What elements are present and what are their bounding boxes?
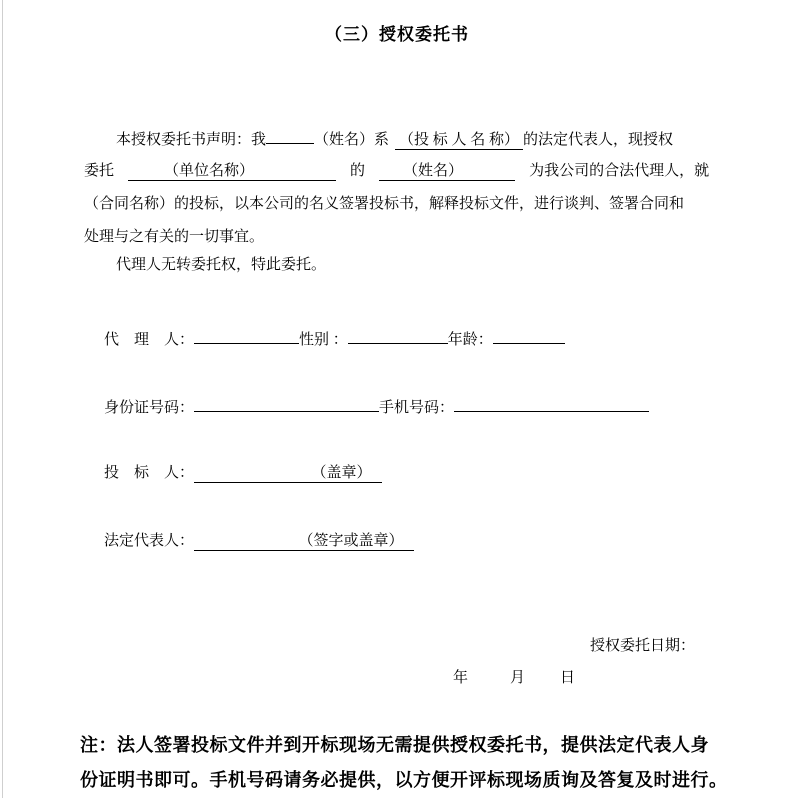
legal-rep-sign-field: （签字或盖章） [194, 533, 414, 551]
declaration-line-4: 处理与之有关的一切事宜。 [84, 229, 265, 245]
id-number-label: 身份证号码： [104, 399, 195, 416]
name-hint-text: （姓名）系 [314, 131, 390, 148]
page-left-edge [2, 0, 3, 798]
bidder-seal-field: （盖章） [194, 465, 382, 483]
entrust-text: 委托 [84, 163, 115, 179]
gender-label: 性别 ： [299, 331, 348, 348]
no-subdelegation-text: 代理人无转委托权，特此委托。 [116, 257, 327, 273]
bidder-name-placeholder: （投 标 人 名 称） [395, 132, 523, 150]
company-name-placeholder: （单位名称） [128, 163, 336, 181]
note-line-2: 份证明书即可。手机号码请务必提供，以方便开评标现场质询及答复及时进行。 [80, 770, 728, 790]
agent-appoint-text: 为我公司的合法代理人，就 [529, 163, 710, 179]
month-label: 月 [510, 670, 526, 686]
legal-rep-row [104, 530, 414, 552]
agent-row [104, 327, 565, 351]
intro-text: 本授权委托书声明：我 [116, 131, 267, 148]
bidder-label: 投 标 人： [104, 465, 195, 481]
id-number-blank [194, 395, 379, 412]
agent-name-placeholder: （姓名） [379, 163, 515, 181]
declaration-line-3: （合同名称）的投标，以本公司的名义签署投标书，解释投标文件，进行谈判、签署合同和 [84, 196, 685, 212]
bidder-row [104, 462, 382, 484]
agent-label: 代 理 人： [104, 331, 195, 348]
phone-label: 手机号码： [379, 399, 455, 416]
legal-rep-text: 的法定代表人，现授权 [523, 131, 674, 148]
note-line-1: 注：法人签署投标文件并到开标现场无需提供授权委托书，提供法定代表人身 [80, 735, 709, 755]
declaration-line-2 [84, 160, 709, 182]
day-label: 日 [560, 670, 576, 686]
phone-blank [454, 395, 649, 412]
gender-blank [348, 327, 448, 344]
age-label: 年龄： [447, 331, 493, 348]
declaration-line-1 [84, 127, 673, 151]
document-title: （三）授权委托书 [325, 25, 469, 44]
legal-rep-label: 法定代表人： [104, 533, 195, 549]
declarant-name-blank [266, 127, 314, 144]
date-label: 授权委托日期： [590, 638, 696, 654]
age-blank [493, 327, 565, 344]
agent-name-blank [194, 327, 299, 344]
identity-row [104, 395, 649, 419]
of-text: 的 [350, 163, 366, 179]
year-label: 年 [453, 670, 469, 686]
